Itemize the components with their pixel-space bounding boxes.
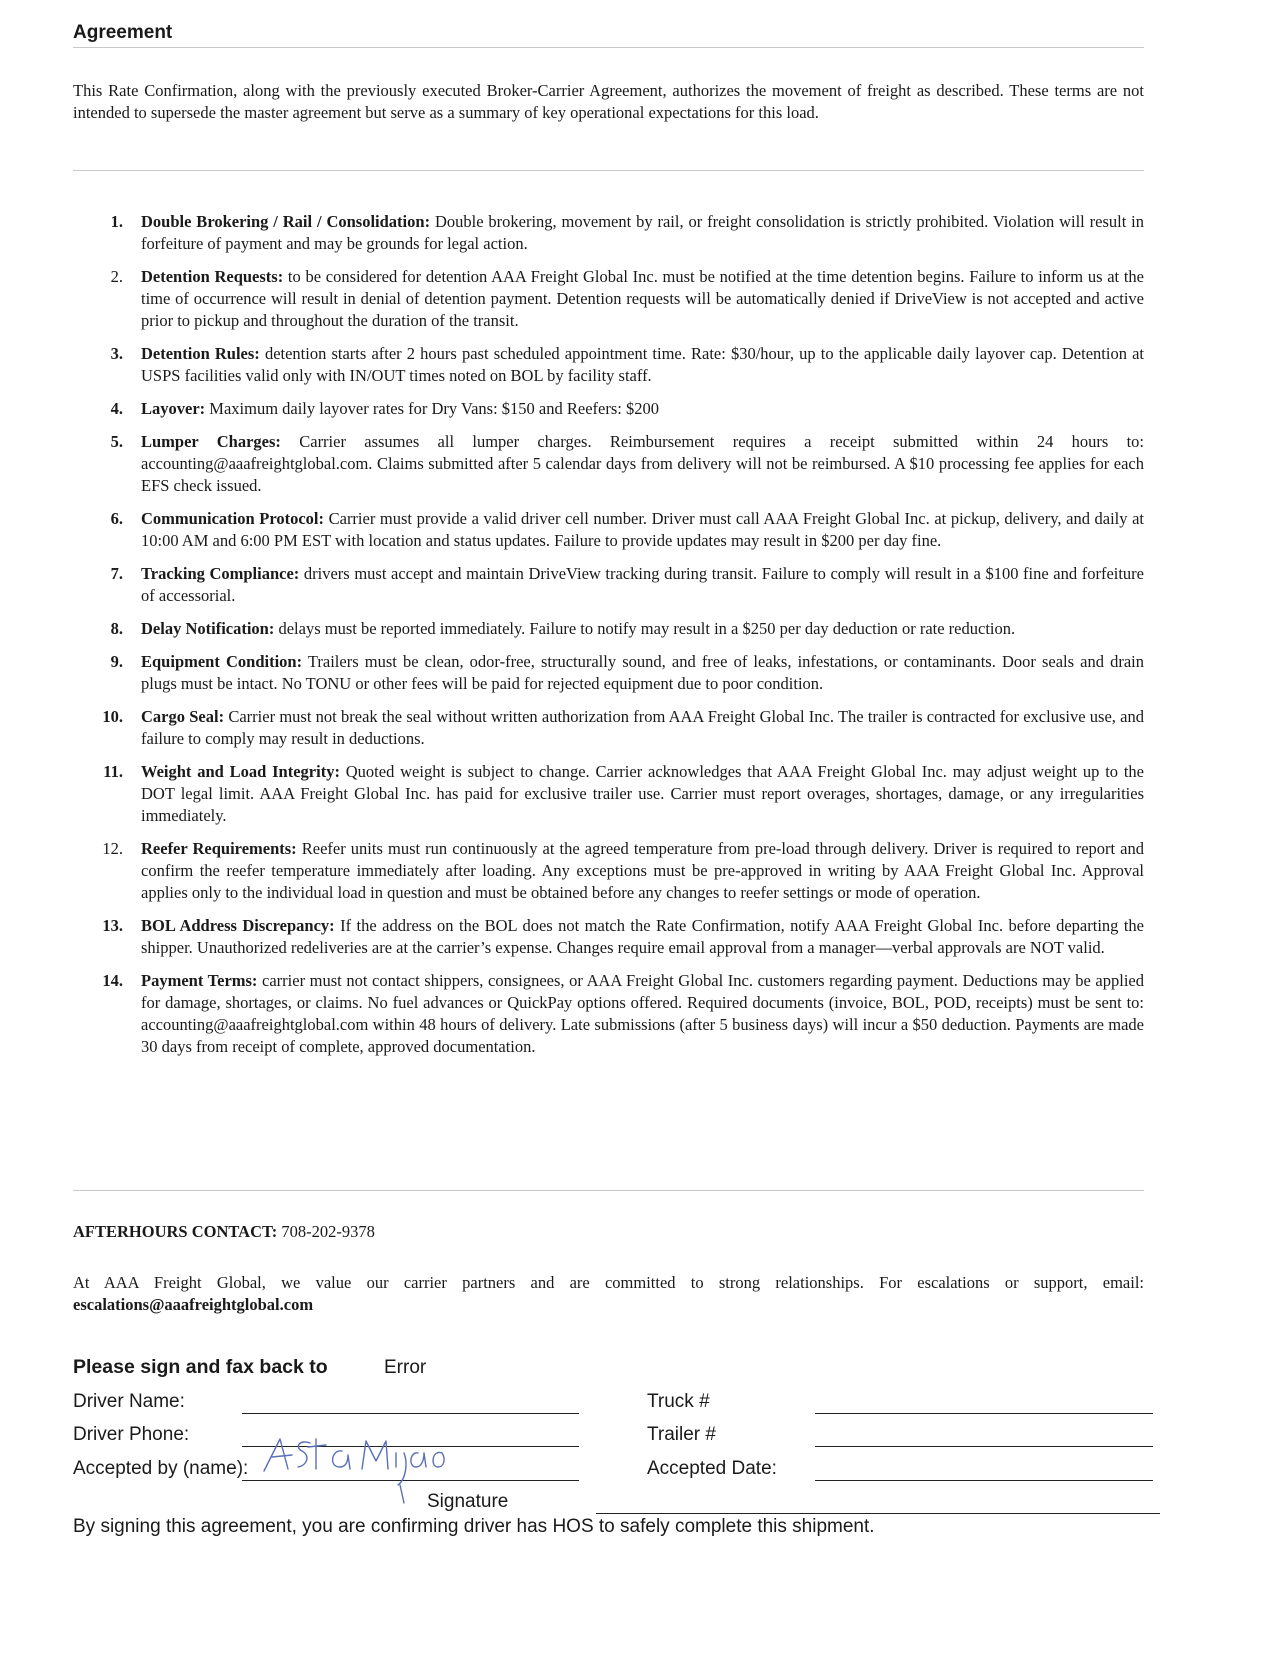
term-item — [73, 706, 1144, 750]
term-number: 7. — [110, 564, 123, 583]
term-number: 1. — [110, 212, 123, 231]
term-title: Tracking Compliance: — [141, 564, 300, 583]
term-title: Cargo Seal: — [141, 707, 225, 726]
hos-disclaimer: By signing this agreement, you are confirming driver has HOS to safely complete this shipment. — [73, 1516, 875, 1537]
term-text: Carrier must not break the seal without written authorization from AAA Freight Global Inc. The trailer is contracted for exclusive use, and failure to comply may result in deductions. — [141, 707, 1145, 748]
signature-caption: Signature — [427, 1491, 509, 1512]
term-item — [73, 398, 1144, 420]
term-title: Equipment Condition: — [141, 652, 303, 671]
term-text: If the address on the BOL does not match the Rate Confirmation, notify AAA Freight Global Inc. before departing the shipper. Unauthorized redeliveries are at the carrier’s expense. Changes require email approval from a manager—verbal approvals are NOT valid. — [141, 916, 1145, 957]
term-item — [73, 970, 1144, 1058]
term-text: Quoted weight is subject to change. Carrier acknowledges that AAA Freight Global Inc. may adjust weight up to the DOT legal limit. AAA Freight Global Inc. has paid for exclusive trailer use. Carrier must report overages, shortages, damage, or any irregularities immediately. — [141, 762, 1144, 825]
term-text: delays must be reported immediately. Failure to notify may result in a $250 per day deduction or rate reduction. — [278, 619, 1016, 638]
accepted-date-label: Accepted Date: — [647, 1458, 777, 1479]
driver-name-field[interactable] — [242, 1413, 579, 1414]
term-title: Payment Terms: — [141, 971, 258, 990]
term-text: carrier must not contact shippers, consignees, or AAA Freight Global Inc. customers regarding payment. Deductions may be applied for damage, shortages, or claims. No fuel advances or QuickPay options offered. Required documents (invoice, BOL, POD, receipts) must be sent to: accounting@aaafreightglobal.com within 48 hours of delivery. Late submissions (after 5 business days) will incur a $50 deduction. Payments are made 30 days from receipt of complete, approved documentation. — [141, 971, 1144, 1056]
page-heading: Agreement — [73, 22, 173, 43]
term-title: Detention Rules: — [141, 344, 260, 363]
term-title: Double Brokering / Rail / Consolidation: — [141, 212, 431, 231]
trailer-field[interactable] — [815, 1446, 1153, 1447]
afterhours-contact — [73, 1222, 375, 1242]
term-number: 4. — [110, 399, 123, 418]
term-item — [73, 431, 1144, 497]
heading-divider — [73, 47, 1144, 48]
term-title: Layover: — [141, 399, 206, 418]
term-text: to be considered for detention AAA Freight Global Inc. must be notified at the time detention begins. Failure to inform us at the time of occurrence will result in denial of detention payment. Detention requests will be automatically denied if DriveView is not accepted and active prior to pickup and throughout the duration of the transit. — [141, 267, 1144, 330]
term-item — [73, 563, 1144, 607]
term-item — [73, 508, 1144, 552]
term-number: 9. — [110, 652, 123, 671]
term-item — [73, 618, 1144, 640]
truck-field[interactable] — [815, 1413, 1153, 1414]
term-text: Maximum daily layover rates for Dry Vans: $150 and Reefers: $200 — [209, 399, 659, 418]
term-number: 3. — [110, 344, 123, 363]
closing-paragraph — [73, 1272, 1144, 1316]
term-number: 12. — [102, 839, 123, 858]
term-text: Carrier assumes all lumper charges. Reimbursement requires a receipt submitted within 24 hours to: accounting@aaafreightglobal.com. Claims submitted after 5 calendar days from delivery will not be reimbursed. A $10 processing fee applies for each EFS check issued. — [141, 432, 1145, 495]
terms-divider — [73, 1190, 1144, 1191]
afterhours-label: AFTERHOURS CONTACT: — [73, 1222, 278, 1241]
term-text: Trailers must be clean, odor-free, structurally sound, and free of leaks, infestations, or contaminants. Door seals and drain plugs must be intact. No TONU or other fees will be paid for rejected equipment due to poor condition. — [141, 652, 1144, 693]
term-item — [73, 838, 1144, 904]
term-number: 8. — [110, 619, 123, 638]
driver-phone-label: Driver Phone: — [73, 1424, 190, 1445]
term-text: Double brokering, movement by rail, or freight consolidation is strictly prohibited. Violation will result in forfeiture of payment and may be grounds for legal action. — [141, 212, 1145, 253]
afterhours-phone: 708-202-9378 — [281, 1222, 375, 1241]
intro-divider — [73, 170, 1144, 171]
term-text: Carrier must provide a valid driver cell number. Driver must call AAA Freight Global Inc. at pickup, delivery, and daily at 10:00 AM and 6:00 PM EST with location and status updates. Failure to provide updates may result in $200 per day fine. — [141, 509, 1145, 550]
term-title: Detention Requests: — [141, 267, 284, 286]
term-title: Reefer Requirements: — [141, 839, 297, 858]
term-item — [73, 915, 1144, 959]
handwritten-signature — [258, 1433, 448, 1508]
term-number: 6. — [110, 509, 123, 528]
term-item — [73, 266, 1144, 332]
term-text: drivers must accept and maintain DriveView tracking during transit. Failure to comply will result in a $100 fine and forfeiture of accessorial. — [141, 564, 1145, 605]
term-number: 5. — [110, 432, 123, 451]
term-item — [73, 211, 1144, 255]
escalations-email[interactable]: escalations@aaafreightglobal.com — [73, 1295, 314, 1314]
term-number: 10. — [102, 707, 123, 726]
term-title: Weight and Load Integrity: — [141, 762, 340, 781]
signature-field[interactable] — [596, 1513, 1160, 1514]
accepted-by-label: Accepted by (name): — [73, 1458, 249, 1479]
accepted-date-field[interactable] — [815, 1480, 1153, 1481]
driver-name-label: Driver Name: — [73, 1391, 185, 1412]
closing-text: At AAA Freight Global, we value our carrier partners and are committed to strong relationships. For escalations or support, email: — [73, 1273, 1144, 1292]
term-item — [73, 761, 1144, 827]
truck-label: Truck # — [647, 1391, 710, 1412]
term-title: BOL Address Discrepancy: — [141, 916, 335, 935]
terms-list — [73, 211, 1144, 1069]
term-text: Reefer units must run continuously at the agreed temperature from pre-load through delivery. Driver is required to report and confirm the reefer temperature immediately after loading. Any exceptions must be pre-approved in writing by AAA Freight Global Inc. Approval applies only to the individual load in question and must be obtained before any changes to reefer settings or mode of operation. — [141, 839, 1144, 902]
term-text: detention starts after 2 hours past scheduled appointment time. Rate: $30/hour, up to the applicable daily layover cap. Detention at USPS facilities valid only with IN/OUT times noted on BOL by facility staff. — [141, 344, 1144, 385]
term-number: 14. — [102, 971, 123, 990]
term-title: Delay Notification: — [141, 619, 275, 638]
fax-label: Please sign and fax back to — [73, 1356, 328, 1378]
trailer-label: Trailer # — [647, 1424, 716, 1445]
fax-value: Error — [384, 1357, 427, 1378]
term-number: 13. — [102, 916, 123, 935]
term-number: 11. — [103, 762, 123, 781]
term-number: 2. — [110, 267, 123, 286]
term-item — [73, 343, 1144, 387]
term-title: Lumper Charges: — [141, 432, 281, 451]
term-item — [73, 651, 1144, 695]
term-title: Communication Protocol: — [141, 509, 325, 528]
intro-paragraph: This Rate Confirmation, along with the previously executed Broker-Carrier Agreement, authorizes the movement of freight as described. These terms are not intended to supersede the master agreement but serve as a summary of key operational expectations for this load. — [73, 81, 1144, 122]
